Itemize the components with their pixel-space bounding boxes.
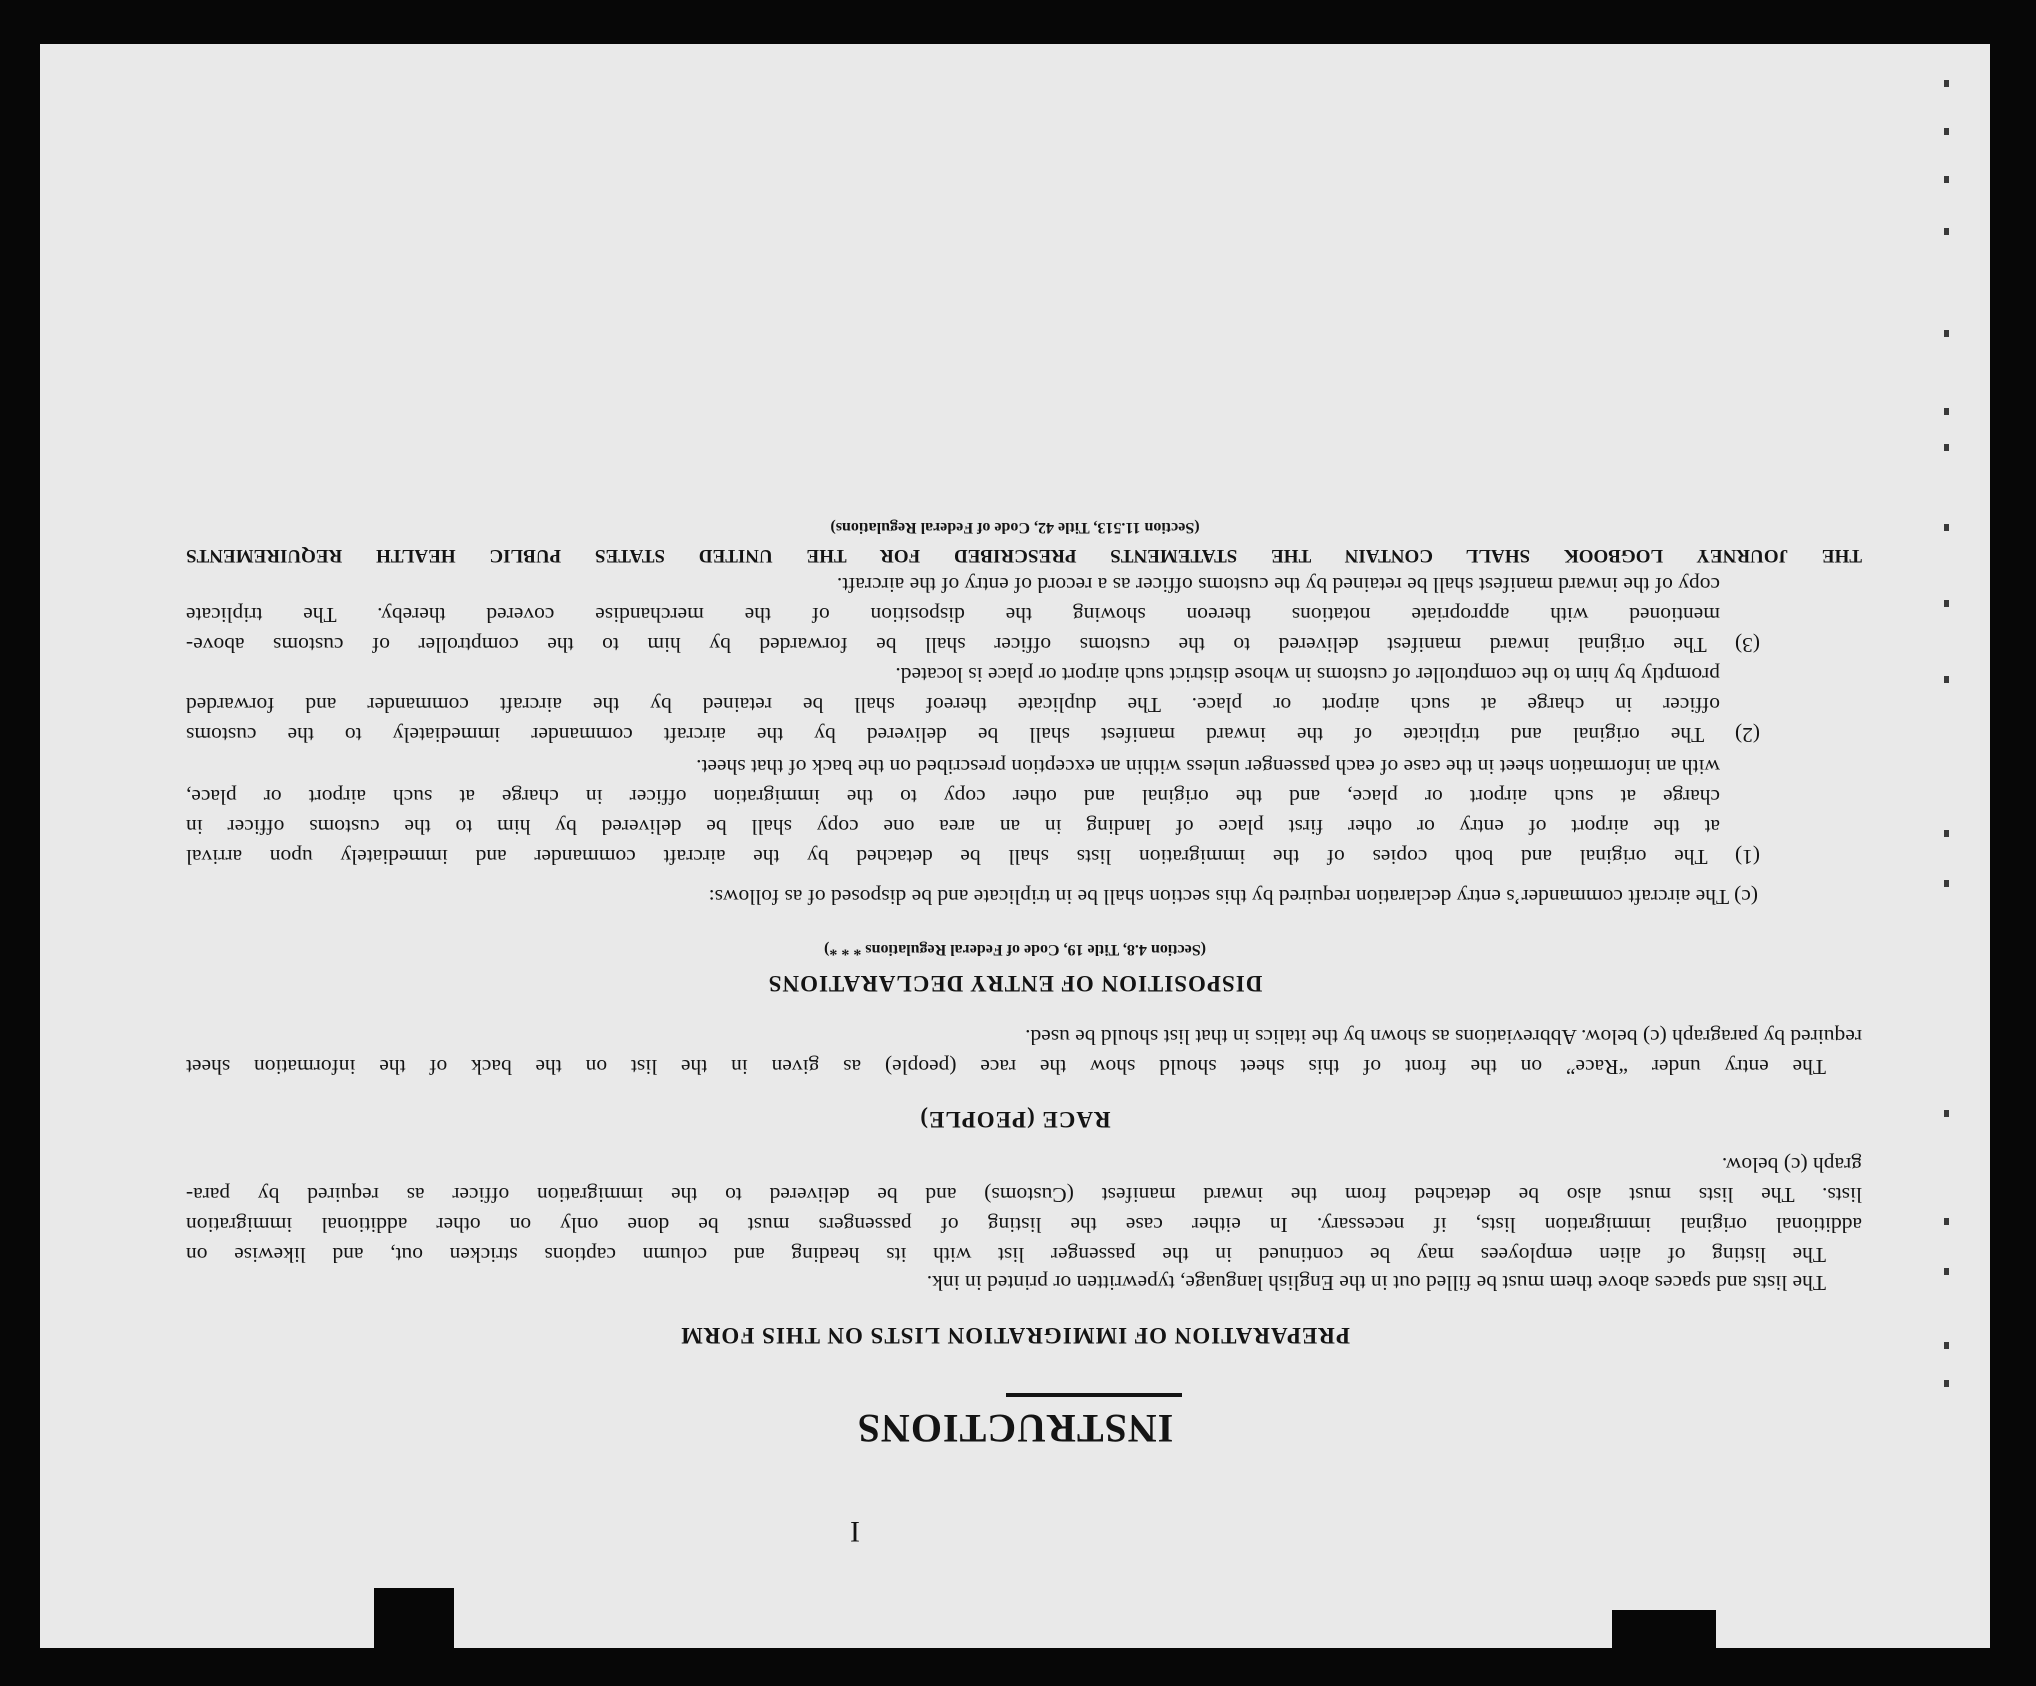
perforation-hole	[1944, 830, 1949, 837]
perforation-hole	[1944, 524, 1949, 531]
perforation-hole	[1944, 1342, 1949, 1349]
text-line: lists. The lists must also be detached from the inward manifest (Customs) and be delivered to the immigration officer as required by para-	[186, 1183, 1862, 1207]
text-line: additional original immigration lists, if necessary. In either case the listing of passengers must be done only on other additional immigration	[186, 1213, 1862, 1237]
item-3	[186, 570, 1760, 660]
perforation-hole	[1944, 80, 1949, 87]
perforation-hole	[1944, 880, 1949, 887]
paragraph-alien-employees	[186, 1150, 1862, 1270]
text-line: The listing of alien employees may be continued in the passenger list with its heading and column captions stricken out, and likewise on	[186, 1243, 1826, 1267]
title-rule	[1006, 1393, 1182, 1397]
binding-tab-left	[374, 1588, 454, 1648]
perforation-hole	[1944, 1380, 1949, 1387]
perforation-hole	[1944, 408, 1949, 415]
footer-citation-title42: (Section 11.513, Title 42, Code of Federal Regulations)	[830, 519, 1200, 536]
stray-mark: I	[850, 1515, 860, 1548]
text-line: (1) The original and both copies of the immigration lists shall be detached by the aircraft commander and immediately upon arrival	[186, 845, 1760, 869]
paragraph-c: (c) The aircraft commander’s entry declaration required by this section shall be in triplicate and be disposed of as follows:	[708, 885, 1758, 909]
text-line: The entry under “Race” on the front of this sheet should show the race (people) as given in the list on the back of the information sheet	[186, 1055, 1826, 1079]
perforation-hole	[1944, 1268, 1949, 1275]
perforation-hole	[1944, 1218, 1949, 1225]
perforation-hole	[1944, 228, 1949, 235]
text-line: with an information sheet in the case of each passenger unless within an exception prescribed on the back of that sheet.	[696, 755, 1720, 779]
section-heading-race: RACE (PEOPLE)	[919, 1107, 1111, 1132]
text-line: mentioned with appropriate notations thereon showing the disposition of the merchandise covered thereby. The triplicate	[186, 603, 1720, 627]
text-line: (2) The original and triplicate of the inward manifest shall be delivered by the aircraft commander immediately to the customs	[186, 723, 1760, 747]
perforation-hole	[1944, 600, 1949, 607]
text-line: charge at such airport or place, and the original and other copy to the immigration officer in charge at such airport or place,	[186, 785, 1720, 809]
paragraph-race	[186, 1022, 1862, 1082]
section-heading-preparation: PREPARATION OF IMMIGRATION LISTS ON THIS FORM	[680, 1323, 1350, 1348]
text-line: at the airport of entry or other first place of landing in an area one copy shall be delivered by him to the customs officer in	[186, 815, 1720, 839]
document-title: INSTRUCTIONS	[856, 1406, 1174, 1451]
document-sheet	[40, 44, 1990, 1648]
margin-perforation	[1934, 80, 1964, 1600]
paragraph-lists-ink: The lists and spaces above them must be filled out in the English language, typewritten or printed in ink.	[926, 1271, 1826, 1295]
perforation-hole	[1944, 176, 1949, 183]
footer-health-requirements: THE JOURNEY LOGBOOK SHALL CONTAIN THE STATEMENTS PRESCRIBED FOR THE UNITED STATES PUBLIC HEALTH REQUIREMENTS	[186, 545, 1862, 566]
text-line: officer in charge at such airport or place. The duplicate thereof shall be retained by the aircraft commander and forwarded	[186, 693, 1720, 717]
item-1	[186, 752, 1760, 872]
text-line: promptly by him to the comptroller of customs in whose district such airport or place is located.	[895, 663, 1720, 687]
text-line: copy of the inward manifest shall be retained by the customs officer as a record of entry of the aircraft.	[836, 573, 1720, 597]
perforation-hole	[1944, 1110, 1949, 1117]
perforation-hole	[1944, 444, 1949, 451]
text-line: required by paragraph (c) below. Abbreviations as shown by the italics in that list should be used.	[1025, 1025, 1862, 1049]
item-2	[186, 660, 1760, 750]
text-line: (3) The original inward manifest delivered to the customs officer shall be forwarded by him to the comptroller of customs above-	[186, 633, 1760, 657]
perforation-hole	[1944, 676, 1949, 683]
section-heading-disposition: DISPOSITION OF ENTRY DECLARATIONS	[767, 971, 1263, 996]
binding-tab-right	[1612, 1610, 1716, 1650]
section-citation-title19: (Section 4.8, Title 19, Code of Federal Regulations * * *)	[823, 941, 1207, 958]
document-content	[40, 44, 1990, 1648]
text-line: graph (c) below.	[1721, 1153, 1862, 1177]
perforation-hole	[1944, 128, 1949, 135]
perforation-hole	[1944, 330, 1949, 337]
